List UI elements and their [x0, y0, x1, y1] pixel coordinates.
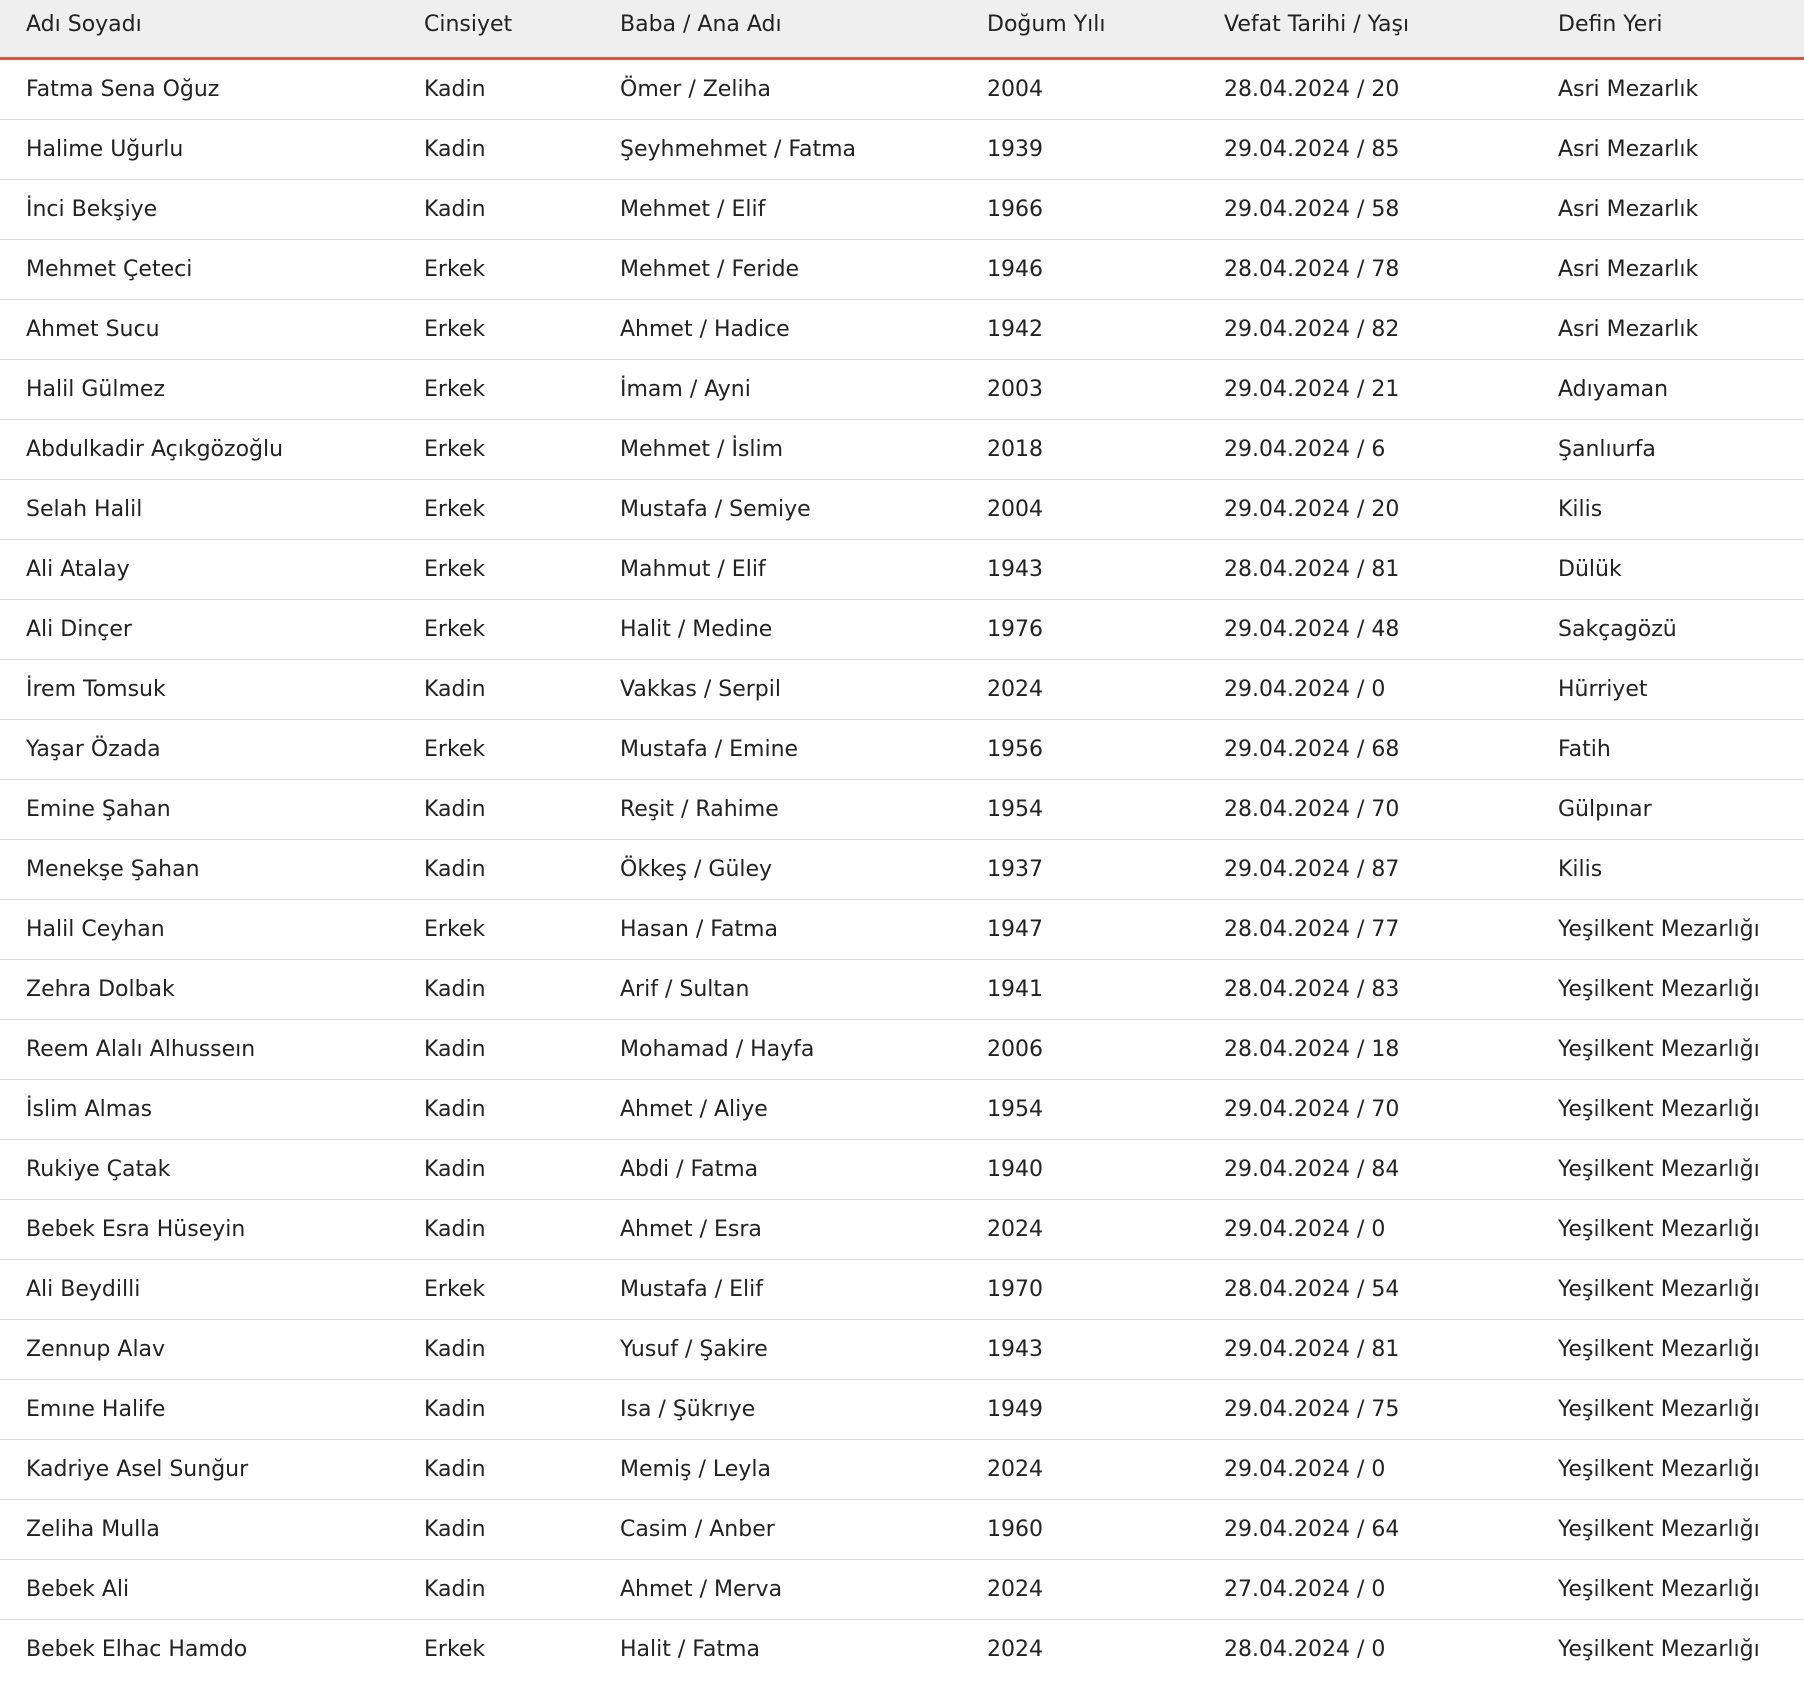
cell-birth-year: 1956 [987, 720, 1224, 780]
cell-burial-place: Dülük [1558, 540, 1804, 600]
table-row [0, 120, 1804, 180]
header-burial-place-label: Defin Yeri [1558, 12, 1663, 37]
table-row [0, 1200, 1804, 1260]
cell-name: Emıne Halife [0, 1380, 424, 1440]
cell-parents: Mehmet / İslim [620, 420, 987, 480]
header-parents-label: Baba / Ana Adı [620, 12, 782, 37]
cell-birth-year: 1943 [987, 540, 1224, 600]
table-row [0, 420, 1804, 480]
table-row [0, 1020, 1804, 1080]
cell-parents: Mehmet / Elif [620, 180, 987, 240]
table-row [0, 600, 1804, 660]
cell-gender: Kadin [424, 120, 620, 180]
cell-death-date-age: 29.04.2024 / 0 [1224, 1440, 1558, 1500]
cell-death-date-age: 29.04.2024 / 58 [1224, 180, 1558, 240]
cell-death-date-age: 28.04.2024 / 78 [1224, 240, 1558, 300]
cell-name: Halime Uğurlu [0, 120, 424, 180]
cell-name: Fatma Sena Oğuz [0, 59, 424, 120]
table-row [0, 1380, 1804, 1440]
cell-name: Halil Gülmez [0, 360, 424, 420]
header-gender-label: Cinsiyet [424, 12, 513, 37]
cell-death-date-age: 29.04.2024 / 84 [1224, 1140, 1558, 1200]
table-row [0, 660, 1804, 720]
cell-birth-year: 1949 [987, 1380, 1224, 1440]
header-gender [424, 0, 620, 59]
cell-parents: Mahmut / Elif [620, 540, 987, 600]
cell-name: Zennup Alav [0, 1320, 424, 1380]
cell-burial-place: Yeşilkent Mezarlığı [1558, 1440, 1804, 1500]
cell-death-date-age: 29.04.2024 / 68 [1224, 720, 1558, 780]
cell-parents: Ömer / Zeliha [620, 59, 987, 120]
cell-birth-year: 1960 [987, 1500, 1224, 1560]
cell-gender: Erkek [424, 360, 620, 420]
cell-gender: Kadin [424, 180, 620, 240]
cell-gender: Erkek [424, 480, 620, 540]
cell-death-date-age: 29.04.2024 / 0 [1224, 1200, 1558, 1260]
cell-birth-year: 1954 [987, 1080, 1224, 1140]
cell-gender: Kadin [424, 840, 620, 900]
table-row [0, 59, 1804, 120]
cell-burial-place: Şanlıurfa [1558, 420, 1804, 480]
cell-gender: Kadin [424, 1020, 620, 1080]
cell-burial-place: Yeşilkent Mezarlığı [1558, 1260, 1804, 1320]
table-row [0, 780, 1804, 840]
cell-birth-year: 2024 [987, 1637, 1043, 1662]
cell-death-date-age: 29.04.2024 / 20 [1224, 480, 1558, 540]
table-header-row [0, 0, 1804, 59]
cell-name: Bebek Elhac Hamdo [26, 1637, 248, 1662]
table-row [0, 1440, 1804, 1500]
cell-parents: Ahmet / Hadice [620, 300, 987, 360]
cell-parents: Reşit / Rahime [620, 780, 987, 840]
cell-gender: Kadin [424, 1380, 620, 1440]
cell-gender: Kadin [424, 1080, 620, 1140]
table-row [0, 840, 1804, 900]
cell-name: Mehmet Çeteci [0, 240, 424, 300]
cell-name: Ali Dinçer [0, 600, 424, 660]
header-birth-year [987, 0, 1224, 59]
table-row [0, 1260, 1804, 1320]
cell-burial-place: Yeşilkent Mezarlığı [1558, 1200, 1804, 1260]
cell-burial-place: Hürriyet [1558, 660, 1804, 720]
table-row [0, 1140, 1804, 1200]
cell-burial-place: Kilis [1558, 840, 1804, 900]
cell-parents: Abdi / Fatma [620, 1140, 987, 1200]
cell-birth-year: 1970 [987, 1260, 1224, 1320]
cell-parents: Halit / Fatma [620, 1637, 760, 1662]
header-parents [620, 0, 987, 59]
cell-name: Ahmet Sucu [0, 300, 424, 360]
cell-death-date-age: 28.04.2024 / 18 [1224, 1020, 1558, 1080]
cell-gender: Erkek [424, 300, 620, 360]
cell-name: Ali Beydilli [0, 1260, 424, 1320]
cell-death-date-age: 28.04.2024 / 20 [1224, 59, 1558, 120]
header-birth-year-label: Doğum Yılı [987, 12, 1106, 37]
cell-death-date-age: 28.04.2024 / 70 [1224, 780, 1558, 840]
table-row [0, 1500, 1804, 1560]
cell-death-date-age: 28.04.2024 / 0 [1224, 1637, 1386, 1662]
cell-burial-place: Asri Mezarlık [1558, 300, 1804, 360]
cell-name: Selah Halil [0, 480, 424, 540]
cell-name: İslim Almas [0, 1080, 424, 1140]
cell-death-date-age: 28.04.2024 / 83 [1224, 960, 1558, 1020]
cell-death-date-age: 29.04.2024 / 82 [1224, 300, 1558, 360]
cell-parents: Mustafa / Semiye [620, 480, 987, 540]
cell-parents: Ahmet / Merva [620, 1560, 987, 1620]
cell-birth-year: 2018 [987, 420, 1224, 480]
cell-burial-place: Yeşilkent Mezarlığı [1558, 1560, 1804, 1620]
cell-name: Menekşe Şahan [0, 840, 424, 900]
cell-gender: Erkek [424, 600, 620, 660]
cell-birth-year: 2024 [987, 660, 1224, 720]
cell-burial-place: Gülpınar [1558, 780, 1804, 840]
cell-death-date-age: 28.04.2024 / 77 [1224, 900, 1558, 960]
cell-gender: Kadin [424, 1440, 620, 1500]
cell-birth-year: 1954 [987, 780, 1224, 840]
cell-gender: Erkek [424, 240, 620, 300]
cell-name: İrem Tomsuk [0, 660, 424, 720]
table-row [0, 540, 1804, 600]
cell-parents: Şeyhmehmet / Fatma [620, 120, 987, 180]
cell-name: Zehra Dolbak [0, 960, 424, 1020]
table-body [0, 59, 1804, 1680]
cell-death-date-age: 29.04.2024 / 87 [1224, 840, 1558, 900]
cell-death-date-age: 29.04.2024 / 81 [1224, 1320, 1558, 1380]
cell-death-date-age: 29.04.2024 / 48 [1224, 600, 1558, 660]
cell-name: Ali Atalay [0, 540, 424, 600]
cell-name: Bebek Esra Hüseyin [0, 1200, 424, 1260]
cell-name: Rukiye Çatak [0, 1140, 424, 1200]
cell-death-date-age: 28.04.2024 / 54 [1224, 1260, 1558, 1320]
cell-gender: Kadin [424, 660, 620, 720]
cell-birth-year: 1940 [987, 1140, 1224, 1200]
cell-parents: Memiş / Leyla [620, 1440, 987, 1500]
cell-burial-place: Yeşilkent Mezarlığı [1558, 900, 1804, 960]
table-row [0, 1560, 1804, 1620]
cell-name: Abdulkadir Açıkgözoğlu [0, 420, 424, 480]
cell-burial-place: Yeşilkent Mezarlığı [1558, 1080, 1804, 1140]
cell-death-date-age: 29.04.2024 / 21 [1224, 360, 1558, 420]
cell-parents: İmam / Ayni [620, 360, 987, 420]
table-row [0, 1620, 1804, 1680]
cell-burial-place: Asri Mezarlık [1558, 59, 1804, 120]
cell-parents: Hasan / Fatma [620, 900, 987, 960]
cell-name: Yaşar Özada [0, 720, 424, 780]
table-row [0, 900, 1804, 960]
cell-birth-year: 2024 [987, 1560, 1224, 1620]
cell-parents: Vakkas / Serpil [620, 660, 987, 720]
cell-birth-year: 1976 [987, 600, 1224, 660]
cell-burial-place: Kilis [1558, 480, 1804, 540]
cell-parents: Mohamad / Hayfa [620, 1020, 987, 1080]
header-death-date-age-label: Vefat Tarihi / Yaşı [1224, 12, 1410, 37]
table-row [0, 360, 1804, 420]
cell-birth-year: 1947 [987, 900, 1224, 960]
cell-parents: Casim / Anber [620, 1500, 987, 1560]
cell-burial-place: Fatih [1558, 720, 1804, 780]
cell-name: Bebek Ali [0, 1560, 424, 1620]
cell-death-date-age: 29.04.2024 / 6 [1224, 420, 1558, 480]
table-row [0, 300, 1804, 360]
cell-gender: Kadin [424, 1140, 620, 1200]
header-name [0, 0, 424, 59]
cell-parents: Arif / Sultan [620, 960, 987, 1020]
cell-birth-year: 2006 [987, 1020, 1224, 1080]
table-row [0, 1080, 1804, 1140]
table-row [0, 960, 1804, 1020]
cell-parents: Mustafa / Emine [620, 720, 987, 780]
cell-birth-year: 1942 [987, 300, 1224, 360]
cell-parents: Isa / Şükrıye [620, 1380, 987, 1440]
cell-death-date-age: 29.04.2024 / 0 [1224, 660, 1558, 720]
cell-name: Emine Şahan [0, 780, 424, 840]
cell-parents: Ahmet / Aliye [620, 1080, 987, 1140]
cell-birth-year: 2004 [987, 59, 1224, 120]
cell-gender: Kadin [424, 59, 620, 120]
header-name-label: Adı Soyadı [26, 12, 142, 37]
cell-parents: Ökkeş / Güley [620, 840, 987, 900]
cell-burial-place: Yeşilkent Mezarlığı [1558, 1500, 1804, 1560]
cell-burial-place: Asri Mezarlık [1558, 240, 1804, 300]
cell-death-date-age: 28.04.2024 / 81 [1224, 540, 1558, 600]
cell-burial-place: Yeşilkent Mezarlığı [1558, 1380, 1804, 1440]
cell-birth-year: 2004 [987, 480, 1224, 540]
cell-parents: Yusuf / Şakire [620, 1320, 987, 1380]
cell-parents: Mustafa / Elif [620, 1260, 987, 1320]
cell-gender: Erkek [424, 1260, 620, 1320]
table-row [0, 480, 1804, 540]
cell-gender: Erkek [424, 720, 620, 780]
header-burial-place [1558, 0, 1804, 59]
cell-gender: Erkek [424, 1637, 486, 1662]
cell-birth-year: 1939 [987, 120, 1224, 180]
cell-death-date-age: 29.04.2024 / 70 [1224, 1080, 1558, 1140]
cell-birth-year: 2003 [987, 360, 1224, 420]
table-row [0, 1320, 1804, 1380]
cell-burial-place: Sakçagözü [1558, 600, 1804, 660]
cell-parents: Mehmet / Feride [620, 240, 987, 300]
cell-burial-place: Yeşilkent Mezarlığı [1558, 1140, 1804, 1200]
cell-birth-year: 1937 [987, 840, 1224, 900]
cell-birth-year: 2024 [987, 1440, 1224, 1500]
cell-burial-place: Yeşilkent Mezarlığı [1558, 1020, 1804, 1080]
cell-birth-year: 1941 [987, 960, 1224, 1020]
table-header [0, 0, 1804, 59]
cell-burial-place: Yeşilkent Mezarlığı [1558, 1320, 1804, 1380]
cell-gender: Erkek [424, 900, 620, 960]
cell-gender: Kadin [424, 960, 620, 1020]
cell-gender: Kadin [424, 1200, 620, 1260]
cell-gender: Kadin [424, 1320, 620, 1380]
cell-death-date-age: 29.04.2024 / 85 [1224, 120, 1558, 180]
cell-birth-year: 1943 [987, 1320, 1224, 1380]
cell-parents: Ahmet / Esra [620, 1200, 987, 1260]
cell-name: İnci Bekşiye [0, 180, 424, 240]
cell-gender: Kadin [424, 1500, 620, 1560]
cell-gender: Kadin [424, 780, 620, 840]
cell-name: Reem Alalı Alhusseın [0, 1020, 424, 1080]
cell-name: Zeliha Mulla [0, 1500, 424, 1560]
table-row [0, 720, 1804, 780]
cell-birth-year: 1966 [987, 180, 1224, 240]
cell-birth-year: 2024 [987, 1200, 1224, 1260]
cell-burial-place: Asri Mezarlık [1558, 120, 1804, 180]
cell-burial-place: Adıyaman [1558, 360, 1804, 420]
header-death-date-age [1224, 0, 1558, 59]
table-row [0, 180, 1804, 240]
cell-name: Halil Ceyhan [0, 900, 424, 960]
cell-burial-place: Yeşilkent Mezarlığı [1558, 960, 1804, 1020]
cell-birth-year: 1946 [987, 240, 1224, 300]
cell-burial-place: Yeşilkent Mezarlığı [1558, 1637, 1760, 1662]
cell-burial-place: Asri Mezarlık [1558, 180, 1804, 240]
cell-death-date-age: 29.04.2024 / 75 [1224, 1380, 1558, 1440]
table-row [0, 240, 1804, 300]
cell-name: Kadriye Asel Sunğur [0, 1440, 424, 1500]
cell-gender: Erkek [424, 420, 620, 480]
cell-death-date-age: 27.04.2024 / 0 [1224, 1560, 1558, 1620]
cell-parents: Halit / Medine [620, 600, 987, 660]
cell-death-date-age: 29.04.2024 / 64 [1224, 1500, 1558, 1560]
cell-gender: Erkek [424, 540, 620, 600]
cell-gender: Kadin [424, 1560, 620, 1620]
